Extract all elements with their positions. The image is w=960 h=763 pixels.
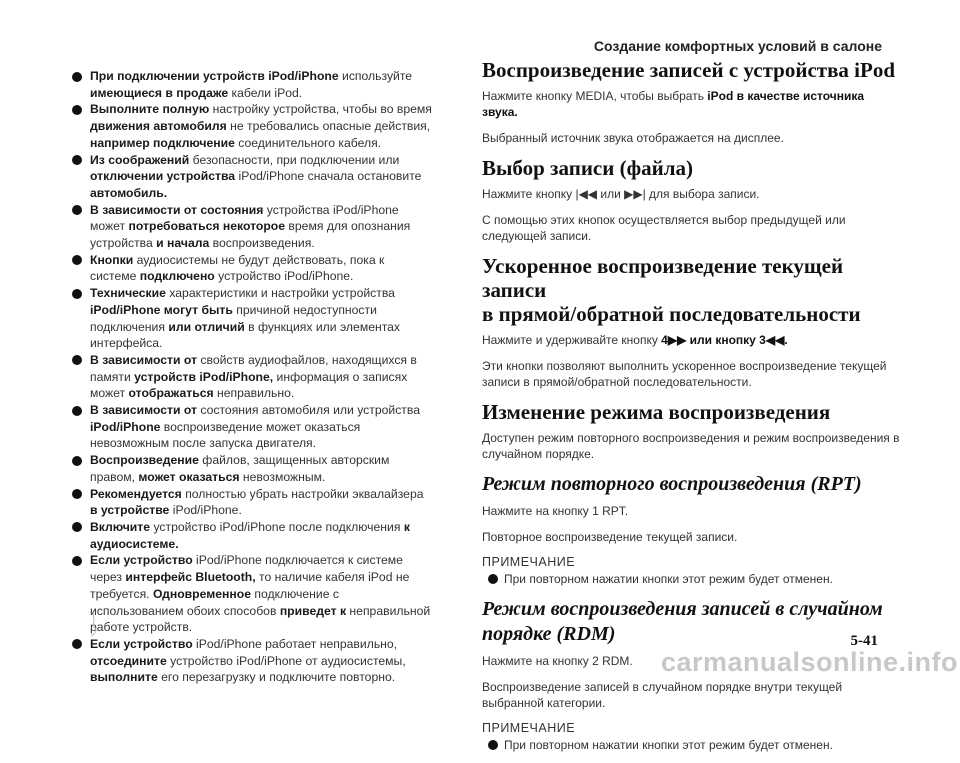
- text: устройства iPod/iPhone может: [90, 202, 399, 234]
- note-list-item: [72, 636, 432, 686]
- text-bold: iPod/iPhone могут быть: [90, 302, 233, 317]
- note-list-item: [72, 552, 432, 636]
- text-bold: автомобиль.: [90, 185, 168, 200]
- heading-fast-forward-line1: Ускоренное воспроизведение текущей записи: [482, 254, 844, 302]
- text: iPod/iPhone сначала остановите: [235, 169, 422, 184]
- text-bold: В зависимости от состояния: [90, 202, 264, 217]
- text: подключение с использованием обоих способов: [90, 586, 339, 618]
- left-column: [72, 68, 432, 686]
- text-bold: устройств iPod/iPhone,: [130, 369, 274, 384]
- text-bold: При подключении устройств iPod/iPhone: [90, 69, 339, 83]
- margin-pencil-mark: [88, 612, 102, 638]
- note-list-item: [72, 101, 432, 151]
- text-bold: iPod/iPhone: [90, 419, 161, 434]
- note-title: ПРИМЕЧАНИЕ: [482, 555, 576, 569]
- text: информация о записях может: [90, 369, 408, 401]
- text-bold: Если устройство: [90, 553, 193, 568]
- text-bold: или отличий: [164, 319, 245, 334]
- text-bold: интерфейс Bluetooth,: [122, 570, 256, 585]
- text: iPod/iPhone работает неправильно,: [192, 636, 398, 651]
- text-bold: потребоваться некоторое: [125, 219, 286, 234]
- note-list-item: [72, 285, 432, 352]
- text-bold: отсоедините: [90, 653, 167, 668]
- text-bold: выполните: [90, 670, 158, 685]
- text-bold: Рекомендуется: [90, 486, 182, 501]
- note-item: При повторном нажатии кнопки этот режим будет отменен.: [482, 571, 902, 587]
- text-bold: подключено: [136, 269, 215, 284]
- text: аудиосистемы не будут действовать, пока к системе: [90, 252, 385, 284]
- note-list-item: [72, 252, 432, 285]
- note-item: При повторном нажатии кнопки этот режим будет отменен.: [482, 737, 902, 753]
- paragraph-repeat-press: Нажмите на кнопку 1 RPT.: [482, 504, 629, 518]
- heading-random-mode: Режим воспроизведения записей в случайном порядке (RDM): [482, 598, 883, 645]
- text: время для опознания устройства: [90, 219, 411, 251]
- text: устройство iPod/iPhone от аудиосистемы,: [166, 653, 406, 668]
- text: полностью убрать настройки эквалайзера: [181, 486, 424, 501]
- note-list-item: [72, 202, 432, 252]
- text-bold: Из соображений: [90, 152, 190, 167]
- note-list-item: [72, 486, 432, 519]
- text: то наличие кабеля iPod не требуется.: [90, 570, 410, 601]
- page-number: 5-41: [850, 633, 878, 649]
- note-list-item: [72, 452, 432, 485]
- text: неправильно.: [213, 386, 295, 401]
- text-bold: движения автомобиля: [90, 119, 227, 134]
- text-bold: Выполните полную: [90, 102, 210, 117]
- text-bold: может оказаться: [135, 469, 240, 484]
- text-bold: В зависимости от: [90, 403, 197, 418]
- text: не требовались опасные действия,: [226, 119, 431, 134]
- note-list-item: [72, 519, 432, 552]
- paragraph-track-select: Нажмите кнопку |◀◀ или ▶▶| для выбора записи.: [482, 187, 760, 201]
- text-bold: к аудиосистеме.: [90, 519, 410, 551]
- text-bold: имеющиеся в продаже: [90, 85, 229, 100]
- text: в функциях или элементах интерфейса.: [90, 319, 401, 351]
- text: устройство iPod/iPhone.: [214, 269, 354, 284]
- text: iPod/iPhone подключается к системе через: [90, 553, 403, 585]
- note-list-item: [72, 352, 432, 402]
- text-bold: В зависимости от: [90, 352, 197, 367]
- text: его перезагрузку и подключите повторно.: [157, 670, 396, 685]
- text: состояния автомобиля или устройства: [197, 403, 420, 418]
- text-bold: и начала: [152, 236, 210, 251]
- paragraph-random-detail: Воспроизведение записей в случайном порядке внутри текущей выбранной категории.: [482, 680, 843, 710]
- text: воспроизведения.: [209, 236, 315, 251]
- text: свойств аудиофайлов, находящихся в памяти: [90, 352, 417, 384]
- text-bold: Воспроизведение: [90, 453, 199, 468]
- text: безопасности, при подключении или: [189, 152, 400, 167]
- paragraph-fast-forward-detail: Эти кнопки позволяют выполнить ускоренное воспроизведение текущей записи в прямой/обратной последовательности.: [482, 359, 887, 389]
- notes-list: [72, 68, 432, 686]
- text-bold: отображаться: [125, 386, 214, 401]
- heading-track-select: Выбор записи (файла): [482, 156, 693, 180]
- text: соединительного кабеля.: [234, 135, 382, 150]
- text-bold: например подключение: [90, 135, 235, 150]
- text-bold: Одновременное: [149, 586, 251, 601]
- text-bold: 4▶▶ или кнопку 3◀◀.: [657, 333, 788, 347]
- note-list-item: [72, 152, 432, 202]
- paragraph-fast-forward: [482, 332, 902, 348]
- note-list-item: [72, 68, 432, 101]
- heading-fast-forward: [482, 254, 902, 326]
- heading-play-mode: Изменение режима воспроизведения: [482, 400, 831, 424]
- paragraph-repeat-detail: Повторное воспроизведение текущей записи.: [482, 530, 738, 544]
- text-bold: iPod в качестве источника звука.: [482, 89, 865, 119]
- text: после запуска двигателя.: [169, 436, 317, 451]
- note-list-item: [72, 402, 432, 452]
- text: iPod/iPhone.: [169, 503, 242, 518]
- text: неправильной работе устройств.: [90, 603, 431, 635]
- text-bold: приведет к: [276, 603, 347, 618]
- note-title: ПРИМЕЧАНИЕ: [482, 721, 576, 735]
- section-header: Создание комфортных условий в салоне: [593, 38, 882, 54]
- text-bold: Кнопки: [90, 252, 134, 267]
- text: Нажмите и удерживайте кнопку: [482, 333, 658, 347]
- text: невозможным.: [239, 469, 326, 484]
- text: причиной недоступности подключения: [90, 302, 377, 334]
- text-bold: в устройстве: [90, 503, 170, 518]
- text: кабели iPod.: [228, 85, 303, 100]
- text: устройство iPod/iPhone после подключения: [150, 519, 401, 534]
- text-bold: отключении устройства: [90, 169, 236, 184]
- paragraph-random-press: Нажмите на кнопку 2 RDM.: [482, 654, 633, 668]
- paragraph-ipod-display: Выбранный источник звука отображается на дисплее.: [482, 131, 784, 145]
- paragraph-ipod-select: [482, 88, 902, 120]
- text-bold: Технические: [90, 286, 166, 301]
- text: характеристики и настройки устройства: [165, 286, 395, 301]
- heading-fast-forward-line2: в прямой/обратной последовательности: [482, 302, 861, 326]
- text-bold: Включите: [90, 519, 151, 534]
- heading-repeat-mode: Режим повторного воспроизведения (RPT): [482, 473, 862, 495]
- text: настройку устройства, чтобы во время: [209, 102, 432, 117]
- site-watermark: carmanualsonline.info: [660, 647, 958, 677]
- heading-ipod-playback: Воспроизведение записей с устройства iPod: [482, 58, 896, 82]
- paragraph-play-mode: Доступен режим повторного воспроизведения и режим воспроизведения в случайном порядке.: [482, 431, 900, 461]
- text: воспроизведение может оказаться невозможным: [90, 419, 361, 451]
- paragraph-track-select-detail: С помощью этих кнопок осуществляется выбор предыдущей или следующей записи.: [482, 213, 846, 243]
- text: файлов, защищенных авторским правом,: [90, 453, 390, 484]
- text: используйте: [338, 69, 413, 83]
- text: Нажмите кнопку MEDIA, чтобы выбрать: [482, 89, 704, 103]
- text-bold: Если устройство: [90, 636, 193, 651]
